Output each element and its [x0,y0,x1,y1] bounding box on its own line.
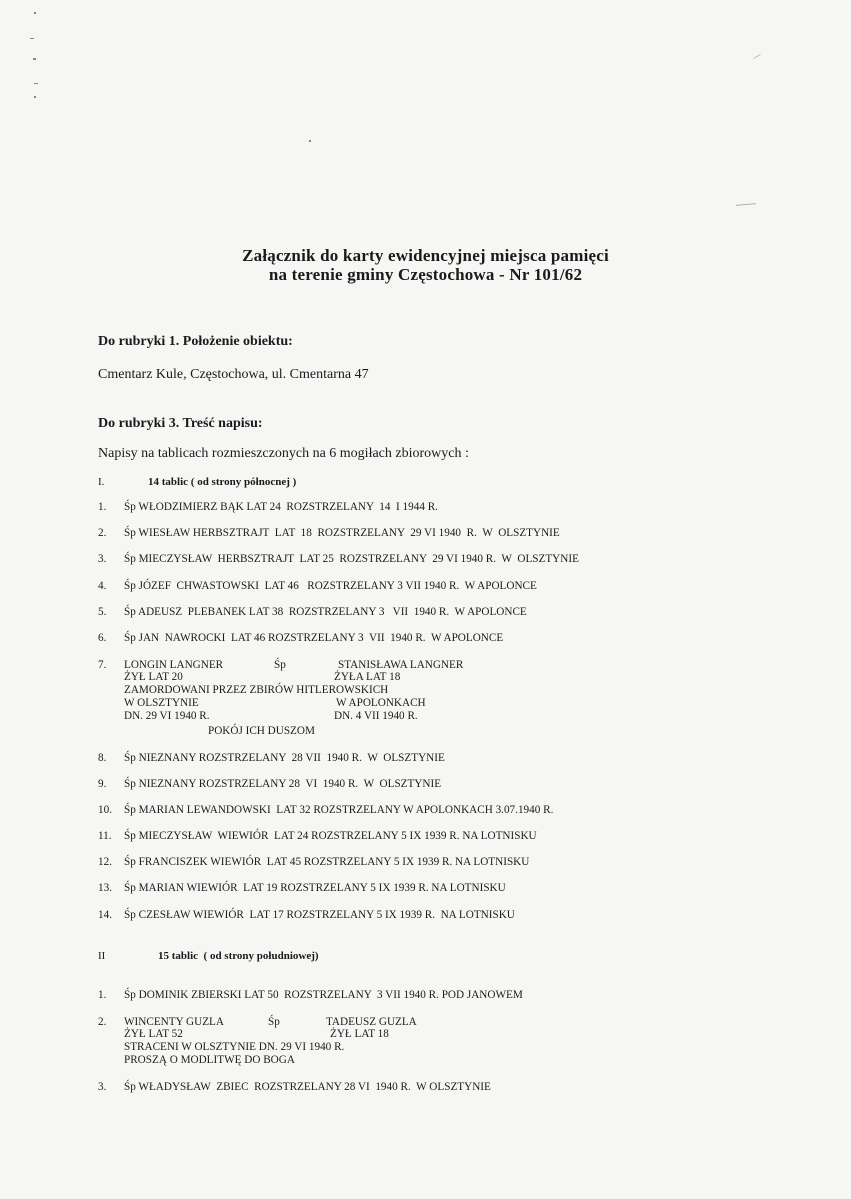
age-right: ŻYŁ LAT 18 [330,1028,389,1040]
scan-speck [34,12,36,14]
list-item [98,1081,491,1129]
prayer-line: PROSZĄ O MODLITWĘ DO BOGA [124,1054,295,1066]
item-number: 1. [98,989,107,1001]
name-right: STANISŁAWA LANGNER [338,659,464,671]
scan-speck [736,203,756,206]
item-number: 5. [98,606,107,618]
inscription-7 [124,659,544,739]
item-number: 9. [98,778,107,790]
item-number: 12. [98,856,112,868]
item-text: Śp CZESŁAW WIEWIÓR LAT 17 ROZSTRZELANY 5 IX 1939 R. NA LOTNISKU [124,909,515,921]
document-title-line1: Załącznik do karty ewidencyjnej miejsca pamięci [242,246,609,265]
item-number: 3. [98,1081,107,1093]
item-text: Śp WIESŁAW HERBSZTRAJT LAT 18 ROZSTRZELANY 29 VI 1940 R. W OLSZTYNIE [124,527,560,539]
executed-line: STRACENI W OLSZTYNIE DN. 29 VI 1940 R. [124,1041,345,1053]
item-text: Śp WŁODZIMIERZ BĄK LAT 24 ROZSTRZELANY 14 I 1944 R. [124,501,438,513]
item-text: Śp JÓZEF CHWASTOWSKI LAT 46 ROZSTRZELANY 3 VII 1940 R. W APOLONCE [124,580,537,592]
name-left: WINCENTY GUZLA [124,1016,224,1028]
peace-line: POKÓJ ICH DUSZOM [208,725,315,737]
name-left: LONGIN LANGNER [124,659,224,671]
item-number: 3. [98,553,107,565]
item-number: 7. [98,659,107,671]
scan-speck [34,96,36,98]
item-text: Śp MARIAN LEWANDOWSKI LAT 32 ROZSTRZELANY W APOLONKACH 3.07.1940 R. [124,804,554,816]
name-right: TADEUSZ GUZLA [326,1016,417,1028]
age-left: ŻYŁ LAT 52 [124,1028,183,1040]
item-number: 2. [98,527,107,539]
sp-mark: Śp [274,659,286,671]
section1-label: 14 tablic ( od strony północnej ) [148,476,297,488]
age-left: ŻYŁ LAT 20 [124,671,183,683]
item-text: Śp JAN NAWROCKI LAT 46 ROZSTRZELANY 3 VII 1940 R. W APOLONCE [124,632,504,644]
item-number: 1. [98,501,107,513]
item-text: Śp DOMINIK ZBIERSKI LAT 50 ROZSTRZELANY 3 VII 1940 R. POD JANOWEM [124,989,523,1001]
list-item-7 [98,659,109,695]
item-number: 14. [98,909,112,921]
scan-speck [309,140,311,142]
section2-label: 15 tablic ( od strony południowej) [158,950,319,962]
sp-mark: Śp [268,1016,280,1028]
item-number: 2. [98,1016,107,1028]
section1-number: I. [98,476,105,488]
scan-speck [34,83,38,84]
item-text: Śp NIEZNANY ROZSTRZELANY 28 VII 1940 R. W OLSZTYNIE [124,752,445,764]
item-text: Śp MIECZYSŁAW HERBSZTRAJT LAT 25 ROZSTRZELANY 29 VI 1940 R. W OLSZTYNIE [124,553,579,565]
item-number: 10. [98,804,112,816]
age-right: ŻYŁA LAT 18 [334,671,401,683]
item-number: 13. [98,882,112,894]
scan-speck [30,38,34,39]
item-number: 6. [98,632,107,644]
place-right: W APOLONKACH [336,697,426,709]
document-title-line2: na terenie gminy Częstochowa - Nr 101/62 [268,265,583,284]
item-text: Śp ADEUSZ PLEBANEK LAT 38 ROZSTRZELANY 3 VII 1940 R. W APOLONCE [124,606,527,618]
item-number: 11. [98,830,112,842]
scan-speck [33,58,36,60]
date-right: DN. 4 VII 1940 R. [334,710,418,722]
item-text: Śp NIEZNANY ROZSTRZELANY 28 VI 1940 R. W OLSZTYNIE [124,778,442,790]
item-text: Śp FRANCISZEK WIEWIÓR LAT 45 ROZSTRZELANY 5 IX 1939 R. NA LOTNISKU [124,856,530,868]
item-text: Śp WŁADYSŁAW ZBIEC ROZSTRZELANY 28 VI 1940 R. W OLSZTYNIE [124,1081,491,1093]
inscription-2 [124,1016,544,1072]
rubric1-text: Cmentarz Kule, Częstochowa, ul. Cmentarna 47 [98,367,369,382]
place-left: W OLSZTYNIE [124,697,199,709]
scan-speck [753,54,760,59]
rubric1-heading: Do rubryki 1. Położenie obiektu: [98,334,293,349]
murdered-line: ZAMORDOWANI PRZEZ ZBIRÓW HITLEROWSKICH [124,684,389,696]
list-item-2 [98,1016,109,1052]
section2-number: II [98,950,106,962]
item-number: 8. [98,752,107,764]
rubric3-intro: Napisy na tablicach rozmieszczonych na 6 mogiłach zbiorowych : [98,446,469,461]
item-number: 4. [98,580,107,592]
item-text: Śp MIECZYSŁAW WIEWIÓR LAT 24 ROZSTRZELANY 5 IX 1939 R. NA LOTNISKU [124,830,537,842]
date-left: DN. 29 VI 1940 R. [124,710,210,722]
item-text: Śp MARIAN WIEWIÓR LAT 19 ROZSTRZELANY 5 IX 1939 R. NA LOTNISKU [124,882,506,894]
rubric3-heading: Do rubryki 3. Treść napisu: [98,416,263,431]
